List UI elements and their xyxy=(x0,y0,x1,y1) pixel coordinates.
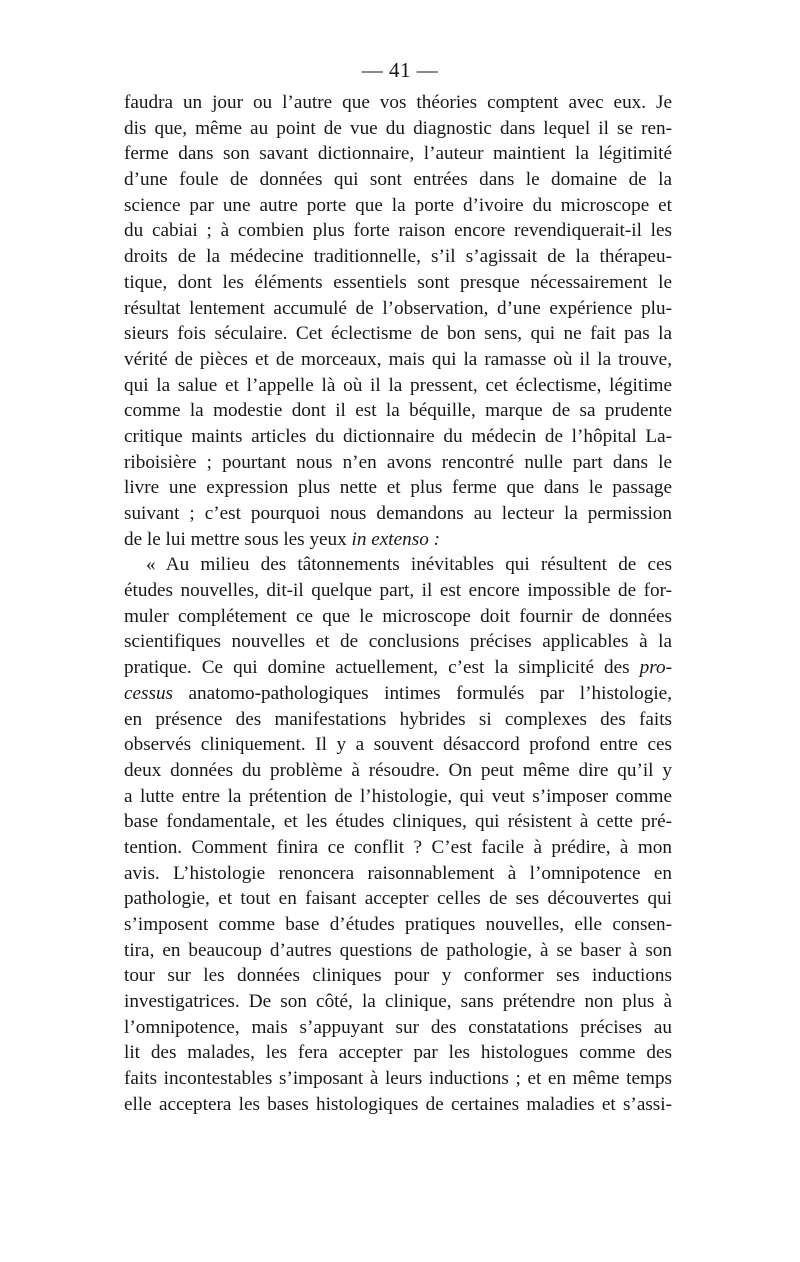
text-line: science par une autre porte que la porte d’ivoire du microscope et xyxy=(124,194,672,216)
text-line: tira, en beaucoup d’autres questions de pathologie, à se baser à son xyxy=(124,939,672,961)
text-line: études nouvelles, dit-il quelque part, il est encore impossible de for- xyxy=(124,580,672,602)
text-line: l’omnipotence, mais s’appuyant sur des constatations précises au xyxy=(124,1016,672,1038)
text-line: scientifiques nouvelles et de conclusions précises applicables à la xyxy=(124,631,672,653)
text-line: avis. L’histologie renoncera raisonnablement à l’omnipotence en xyxy=(124,862,672,884)
italic-phrase: in extenso : xyxy=(351,528,440,550)
text-line: dis que, même au point de vue du diagnostic dans lequel il se ren- xyxy=(124,117,672,139)
text-line: résultat lentement accumulé de l’observation, d’une expérience plu- xyxy=(124,297,672,319)
text-line: faudra un jour ou l’autre que vos théories comptent avec eux. Je xyxy=(124,92,672,113)
body-text xyxy=(124,90,672,1118)
text-line: muler complétement ce que le microscope doit fournir de données xyxy=(124,605,672,627)
text-line xyxy=(124,681,672,707)
text-line xyxy=(124,655,672,681)
text-line: sieurs fois séculaire. Cet éclectisme de bon sens, qui ne fait pas la xyxy=(124,323,672,345)
text-line: qui la salue et l’appelle là où il la pressent, cet éclectisme, légitime xyxy=(124,374,672,396)
text-segment: de le lui mettre sous les yeux xyxy=(124,528,352,550)
italic-phrase: cessus xyxy=(124,682,174,704)
text-line: comme la modestie dont il est la béquille, marque de sa prudente xyxy=(124,400,672,422)
text-line xyxy=(124,527,672,553)
text-line: livre une expression plus nette et plus ferme que dans le passage xyxy=(124,477,672,499)
text-line: investigatrices. De son côté, la clinique, sans prétendre non plus à xyxy=(124,991,672,1013)
text-segment: anatomo-pathologiques intimes formulés par l’histologie, xyxy=(188,682,672,704)
text-line: vérité de pièces et de morceaux, mais qui la ramasse où il la trouve, xyxy=(124,348,672,370)
text-line: base fondamentale, et les études cliniques, qui résistent à cette pré- xyxy=(124,811,672,833)
text-line: du cabiai ; à combien plus forte raison encore revendiquerait-il les xyxy=(124,220,672,242)
text-line: en présence des manifestations hybrides si complexes des faits xyxy=(124,708,672,730)
text-line: lit des malades, les fera accepter par les histologues comme des xyxy=(124,1042,672,1064)
text-line: pathologie, et tout en faisant accepter celles de ses découvertes qui xyxy=(124,888,672,910)
text-line: droits de la médecine traditionnelle, s’il s’agissait de la thérapeu- xyxy=(124,246,672,268)
text-line: faits incontestables s’imposant à leurs inductions ; et en même temps xyxy=(124,1068,672,1090)
text-line: riboisière ; pourtant nous n’en avons rencontré nulle part dans le xyxy=(124,451,672,473)
text-line: s’imposent comme base d’études pratiques nouvelles, elle consen- xyxy=(124,914,672,935)
text-line: a lutte entre la prétention de l’histologie, qui veut s’imposer comme xyxy=(124,785,672,807)
text-line: deux données du problème à résoudre. On peut même dire qu’il y xyxy=(124,759,672,781)
page-number: — 41 — xyxy=(361,58,439,82)
text-line: ferme dans son savant dictionnaire, l’auteur maintient la légitimité xyxy=(124,143,672,165)
text-line: suivant ; c’est pourquoi nous demandons au lecteur la permission xyxy=(124,503,672,524)
text-segment: pratique. Ce qui domine actuellement, c’est la simplicité des xyxy=(124,657,640,679)
italic-phrase: pro- xyxy=(639,657,672,679)
text-line: critique maints articles du dictionnaire du médecin de l’hôpital La- xyxy=(124,425,672,447)
text-line: tique, dont les éléments essentiels sont presque nécessairement le xyxy=(124,271,672,293)
text-line: observés cliniquement. Il y a souvent désaccord profond entre ces xyxy=(124,734,672,756)
text-line: tention. Comment finira ce conflit ? C’est facile à prédire, à mon xyxy=(124,836,672,858)
text-line: d’une foule de données qui sont entrées dans le domaine de la xyxy=(124,169,672,191)
text-line: « Au milieu des tâtonnements inévitables qui résultent de ces xyxy=(146,554,672,576)
text-line: elle acceptera les bases histologiques de certaines maladies et s’assi- xyxy=(124,1093,672,1115)
text-line: tour sur les données cliniques pour y conformer ses inductions xyxy=(124,965,672,987)
